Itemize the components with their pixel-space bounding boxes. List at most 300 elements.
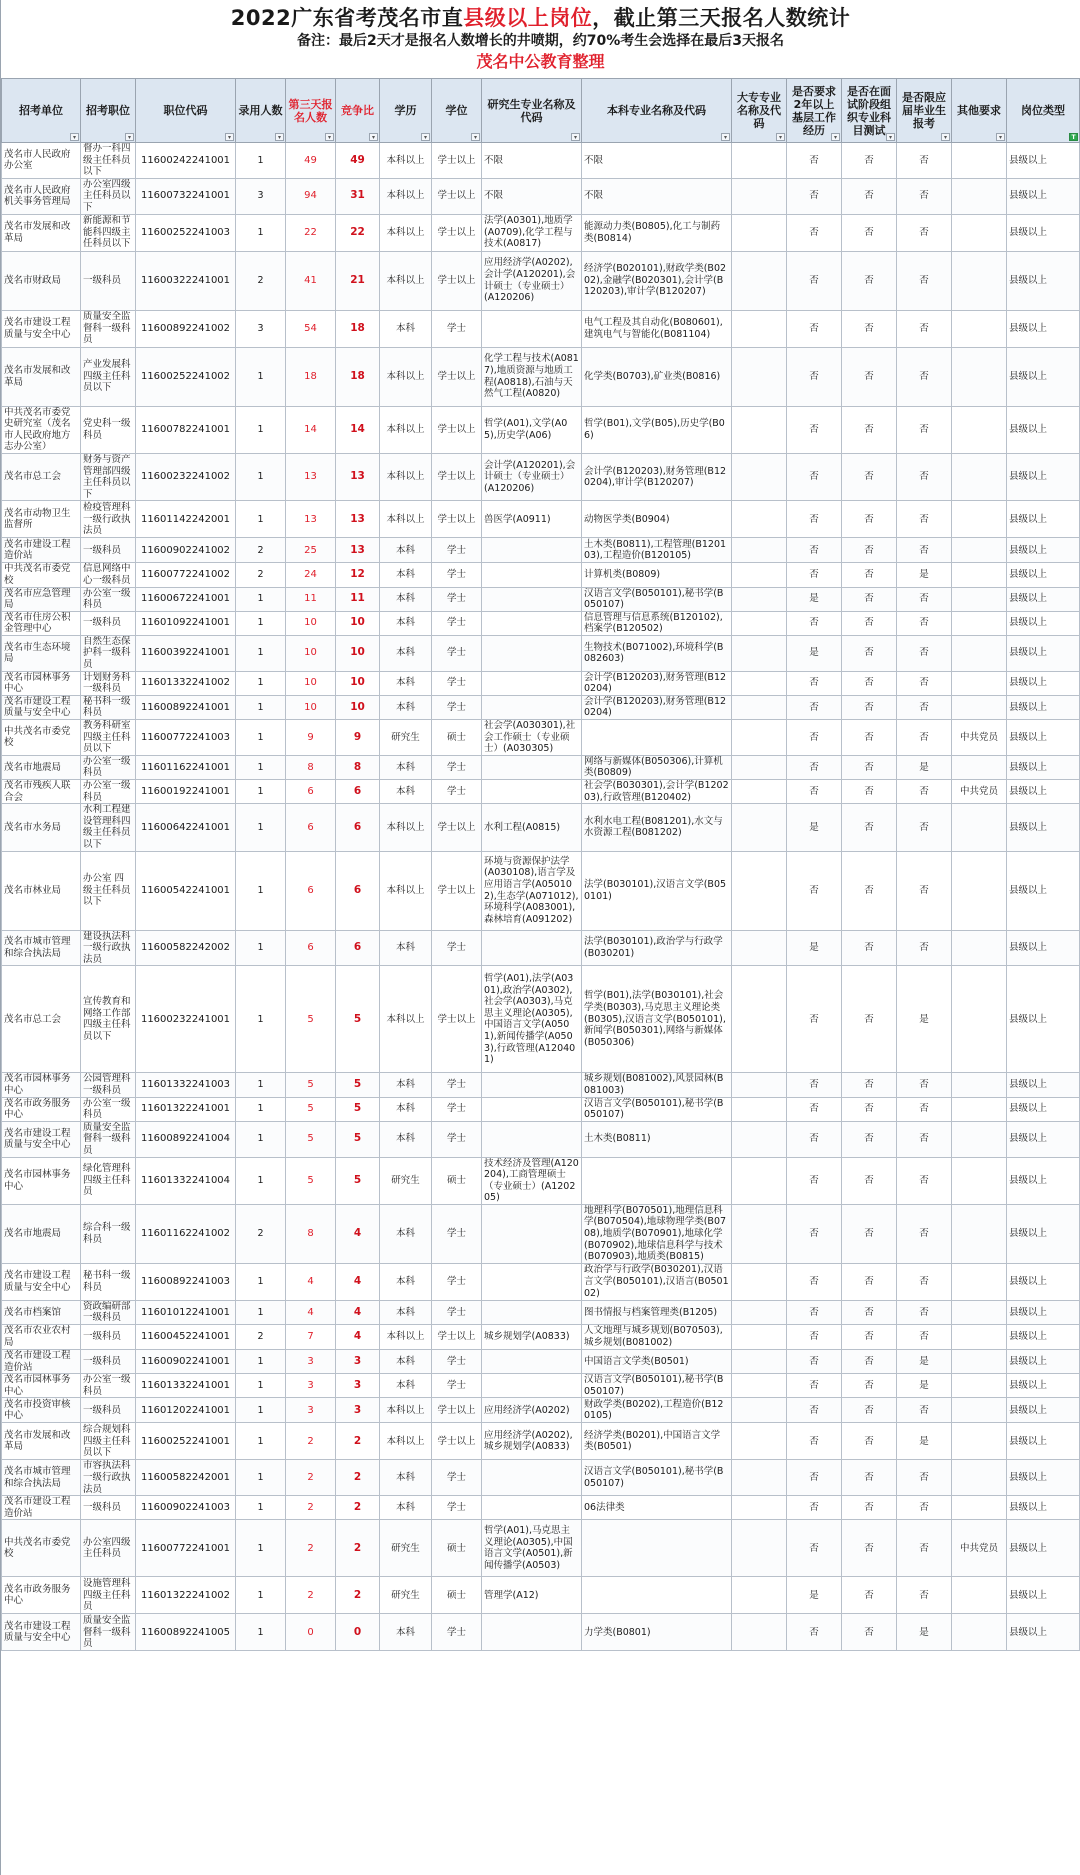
column-header[interactable] — [236, 79, 286, 143]
hire-count-cell[interactable]: 1 — [236, 695, 286, 719]
college-major-cell[interactable] — [732, 804, 787, 851]
position-code-cell[interactable]: 11601332241004 — [136, 1157, 236, 1204]
degree-cell[interactable]: 学士 — [432, 1263, 482, 1300]
post-type-cell[interactable]: 县级以上 — [1007, 1300, 1080, 1324]
degree-cell[interactable]: 学士以上 — [432, 406, 482, 453]
degree-cell[interactable]: 学士以上 — [432, 966, 482, 1073]
college-major-cell[interactable] — [732, 1350, 787, 1374]
grassroots-exp-cell[interactable]: 否 — [787, 347, 842, 406]
grad-major-cell[interactable] — [482, 1097, 582, 1121]
post-type-cell[interactable]: 县级以上 — [1007, 755, 1080, 779]
other-req-cell[interactable] — [952, 1374, 1007, 1398]
table-row[interactable] — [2, 1121, 1080, 1157]
degree-cell[interactable]: 学士 — [432, 1073, 482, 1097]
competition-ratio-cell[interactable]: 4 — [336, 1263, 380, 1300]
education-cell[interactable]: 本科 — [380, 930, 432, 966]
fresh-grad-cell[interactable]: 是 — [897, 1614, 952, 1651]
grad-major-cell[interactable] — [482, 310, 582, 347]
undergrad-major-cell[interactable]: 化学类(B0703),矿业类(B0816) — [582, 347, 732, 406]
grassroots-exp-cell[interactable]: 否 — [787, 563, 842, 587]
filter-dropdown-icon[interactable]: ▾ — [831, 133, 840, 141]
education-cell[interactable]: 本科 — [380, 538, 432, 563]
post-type-cell[interactable]: 县级以上 — [1007, 406, 1080, 453]
education-cell[interactable]: 本科 — [380, 1097, 432, 1121]
degree-cell[interactable]: 学士以上 — [432, 501, 482, 538]
other-req-cell[interactable]: 中共党员 — [952, 720, 1007, 756]
post-type-cell[interactable]: 县级以上 — [1007, 1157, 1080, 1204]
applicants-cell[interactable]: 3 — [286, 1350, 336, 1374]
post-type-cell[interactable]: 县级以上 — [1007, 1097, 1080, 1121]
education-cell[interactable]: 本科 — [380, 1350, 432, 1374]
applicants-cell[interactable]: 4 — [286, 1300, 336, 1324]
degree-cell[interactable]: 学士 — [432, 1097, 482, 1121]
degree-cell[interactable]: 硕士 — [432, 1157, 482, 1204]
unit-cell[interactable]: 茂名市发展和改革局 — [2, 1423, 81, 1460]
competition-ratio-cell[interactable]: 5 — [336, 1097, 380, 1121]
other-req-cell[interactable] — [952, 611, 1007, 635]
applicants-cell[interactable]: 5 — [286, 1097, 336, 1121]
competition-ratio-cell[interactable]: 2 — [336, 1460, 380, 1496]
grassroots-exp-cell[interactable]: 否 — [787, 720, 842, 756]
professional-test-cell[interactable]: 否 — [842, 1300, 897, 1324]
professional-test-cell[interactable]: 否 — [842, 453, 897, 500]
position-code-cell[interactable]: 11600892241002 — [136, 310, 236, 347]
undergrad-major-cell[interactable]: 生物技术(B071002),环境科学(B082603) — [582, 635, 732, 671]
undergrad-major-cell[interactable]: 土木类(B0811) — [582, 1121, 732, 1157]
college-major-cell[interactable] — [732, 1496, 787, 1520]
grad-major-cell[interactable]: 技术经济及管理(A120204),工商管理硕士（专业硕士）(A120205) — [482, 1157, 582, 1204]
education-cell[interactable]: 研究生 — [380, 1577, 432, 1614]
education-cell[interactable]: 本科 — [380, 1263, 432, 1300]
position-cell[interactable]: 一级科员 — [81, 538, 136, 563]
college-major-cell[interactable] — [732, 1460, 787, 1496]
undergrad-major-cell[interactable] — [582, 1520, 732, 1577]
grassroots-exp-cell[interactable]: 是 — [787, 1577, 842, 1614]
position-cell[interactable]: 秘书科一级科员 — [81, 1263, 136, 1300]
degree-cell[interactable]: 学士以上 — [432, 1398, 482, 1423]
college-major-cell[interactable] — [732, 214, 787, 251]
competition-ratio-cell[interactable]: 22 — [336, 214, 380, 251]
undergrad-major-cell[interactable]: 社会学(B030301),会计学(B120203),行政管理(B120402) — [582, 780, 732, 804]
grad-major-cell[interactable] — [482, 755, 582, 779]
post-type-cell[interactable]: 县级以上 — [1007, 1263, 1080, 1300]
post-type-cell[interactable]: 县级以上 — [1007, 501, 1080, 538]
post-type-cell[interactable]: 县级以上 — [1007, 804, 1080, 851]
professional-test-cell[interactable]: 否 — [842, 1325, 897, 1350]
college-major-cell[interactable] — [732, 851, 787, 930]
undergrad-major-cell[interactable]: 信息管理与信息系统(B120102),档案学(B120502) — [582, 611, 732, 635]
fresh-grad-cell[interactable]: 否 — [897, 1263, 952, 1300]
table-row[interactable] — [2, 178, 1080, 214]
grassroots-exp-cell[interactable]: 否 — [787, 1496, 842, 1520]
unit-cell[interactable]: 茂名市林业局 — [2, 851, 81, 930]
unit-cell[interactable]: 中共茂名市委党校 — [2, 563, 81, 587]
grad-major-cell[interactable]: 不限 — [482, 178, 582, 214]
unit-cell[interactable]: 中共茂名市委党校 — [2, 720, 81, 756]
college-major-cell[interactable] — [732, 587, 787, 611]
applicants-cell[interactable]: 8 — [286, 1204, 336, 1263]
hire-count-cell[interactable]: 1 — [236, 930, 286, 966]
position-code-cell[interactable]: 11600232241001 — [136, 966, 236, 1073]
grad-major-cell[interactable]: 城乡规划学(A0833) — [482, 1325, 582, 1350]
unit-cell[interactable]: 茂名市地震局 — [2, 1204, 81, 1263]
grad-major-cell[interactable]: 会计学(A120201),会计硕士（专业硕士）(A120206) — [482, 453, 582, 500]
table-row[interactable] — [2, 695, 1080, 719]
grassroots-exp-cell[interactable]: 否 — [787, 214, 842, 251]
degree-cell[interactable]: 学士以上 — [432, 1423, 482, 1460]
fresh-grad-cell[interactable]: 否 — [897, 143, 952, 179]
professional-test-cell[interactable]: 否 — [842, 1157, 897, 1204]
grad-major-cell[interactable] — [482, 930, 582, 966]
degree-cell[interactable]: 学士 — [432, 695, 482, 719]
unit-cell[interactable]: 茂名市总工会 — [2, 453, 81, 500]
position-cell[interactable]: 一级科员 — [81, 1325, 136, 1350]
applicants-cell[interactable]: 7 — [286, 1325, 336, 1350]
college-major-cell[interactable] — [732, 1263, 787, 1300]
column-header[interactable] — [336, 79, 380, 143]
post-type-cell[interactable]: 县级以上 — [1007, 720, 1080, 756]
unit-cell[interactable]: 茂名市档案馆 — [2, 1300, 81, 1324]
grassroots-exp-cell[interactable]: 否 — [787, 611, 842, 635]
table-row[interactable] — [2, 1157, 1080, 1204]
fresh-grad-cell[interactable]: 否 — [897, 347, 952, 406]
filter-dropdown-icon[interactable]: ▾ — [886, 133, 895, 141]
competition-ratio-cell[interactable]: 5 — [336, 966, 380, 1073]
college-major-cell[interactable] — [732, 1614, 787, 1651]
table-row[interactable] — [2, 587, 1080, 611]
post-type-cell[interactable]: 县级以上 — [1007, 966, 1080, 1073]
competition-ratio-cell[interactable]: 3 — [336, 1398, 380, 1423]
position-code-cell[interactable]: 11600232241002 — [136, 453, 236, 500]
professional-test-cell[interactable]: 否 — [842, 1460, 897, 1496]
fresh-grad-cell[interactable]: 否 — [897, 1325, 952, 1350]
college-major-cell[interactable] — [732, 1073, 787, 1097]
post-type-cell[interactable]: 县级以上 — [1007, 178, 1080, 214]
degree-cell[interactable]: 硕士 — [432, 720, 482, 756]
professional-test-cell[interactable]: 否 — [842, 1496, 897, 1520]
grassroots-exp-cell[interactable]: 否 — [787, 310, 842, 347]
unit-cell[interactable]: 茂名市城市管理和综合执法局 — [2, 1460, 81, 1496]
applicants-cell[interactable]: 10 — [286, 635, 336, 671]
position-cell[interactable]: 新能源和节能科四级主任科员以下 — [81, 214, 136, 251]
grassroots-exp-cell[interactable]: 是 — [787, 587, 842, 611]
table-row[interactable] — [2, 501, 1080, 538]
fresh-grad-cell[interactable]: 是 — [897, 1374, 952, 1398]
column-header[interactable] — [1007, 79, 1080, 143]
position-code-cell[interactable]: 11600892241005 — [136, 1614, 236, 1651]
unit-cell[interactable]: 茂名市城市管理和综合执法局 — [2, 930, 81, 966]
grad-major-cell[interactable]: 环境与资源保护法学(A030108),语言学及应用语言学(A050102),生态学(A071012),环境科学(A083001),森林培育(A091202) — [482, 851, 582, 930]
hire-count-cell[interactable]: 2 — [236, 251, 286, 310]
filter-dropdown-icon[interactable]: ▾ — [721, 133, 730, 141]
other-req-cell[interactable] — [952, 563, 1007, 587]
grassroots-exp-cell[interactable]: 否 — [787, 1325, 842, 1350]
other-req-cell[interactable] — [952, 501, 1007, 538]
position-cell[interactable]: 办公室四级主任科员 — [81, 1520, 136, 1577]
grad-major-cell[interactable] — [482, 1073, 582, 1097]
education-cell[interactable]: 本科 — [380, 671, 432, 695]
grassroots-exp-cell[interactable]: 否 — [787, 1520, 842, 1577]
position-code-cell[interactable]: 11601322241002 — [136, 1577, 236, 1614]
fresh-grad-cell[interactable]: 否 — [897, 720, 952, 756]
table-row[interactable] — [2, 1350, 1080, 1374]
degree-cell[interactable]: 学士 — [432, 1496, 482, 1520]
hire-count-cell[interactable]: 1 — [236, 1157, 286, 1204]
applicants-cell[interactable]: 3 — [286, 1374, 336, 1398]
grad-major-cell[interactable] — [482, 1374, 582, 1398]
education-cell[interactable]: 本科 — [380, 1614, 432, 1651]
grassroots-exp-cell[interactable]: 否 — [787, 1300, 842, 1324]
grassroots-exp-cell[interactable]: 否 — [787, 755, 842, 779]
applicants-cell[interactable]: 41 — [286, 251, 336, 310]
professional-test-cell[interactable]: 否 — [842, 587, 897, 611]
undergrad-major-cell[interactable]: 会计学(B120203),财务管理(B120204) — [582, 671, 732, 695]
post-type-cell[interactable]: 县级以上 — [1007, 695, 1080, 719]
professional-test-cell[interactable]: 否 — [842, 1350, 897, 1374]
college-major-cell[interactable] — [732, 178, 787, 214]
applicants-cell[interactable]: 10 — [286, 671, 336, 695]
college-major-cell[interactable] — [732, 780, 787, 804]
table-row[interactable] — [2, 563, 1080, 587]
unit-cell[interactable]: 茂名市建设工程质量与安全中心 — [2, 1263, 81, 1300]
other-req-cell[interactable] — [952, 1577, 1007, 1614]
table-row[interactable] — [2, 347, 1080, 406]
unit-cell[interactable]: 茂名市园林事务中心 — [2, 1157, 81, 1204]
professional-test-cell[interactable]: 否 — [842, 1577, 897, 1614]
competition-ratio-cell[interactable]: 21 — [336, 251, 380, 310]
applicants-cell[interactable]: 10 — [286, 695, 336, 719]
fresh-grad-cell[interactable]: 是 — [897, 563, 952, 587]
professional-test-cell[interactable]: 否 — [842, 143, 897, 179]
table-row[interactable] — [2, 930, 1080, 966]
post-type-cell[interactable]: 县级以上 — [1007, 453, 1080, 500]
position-code-cell[interactable]: 11601092241001 — [136, 611, 236, 635]
other-req-cell[interactable] — [952, 930, 1007, 966]
position-cell[interactable]: 水利工程建设管理科四级主任科员以下 — [81, 804, 136, 851]
applicants-cell[interactable]: 2 — [286, 1460, 336, 1496]
fresh-grad-cell[interactable]: 否 — [897, 1496, 952, 1520]
degree-cell[interactable]: 学士 — [432, 930, 482, 966]
education-cell[interactable]: 本科以上 — [380, 406, 432, 453]
grad-major-cell[interactable] — [482, 780, 582, 804]
other-req-cell[interactable] — [952, 347, 1007, 406]
grad-major-cell[interactable]: 化学工程与技术(A0817),地质资源与地质工程(A0818),石油与天然气工程(A0820) — [482, 347, 582, 406]
position-code-cell[interactable]: 11601322241001 — [136, 1097, 236, 1121]
position-code-cell[interactable]: 11601162241001 — [136, 755, 236, 779]
applicants-cell[interactable]: 5 — [286, 1121, 336, 1157]
unit-cell[interactable]: 茂名市农业农村局 — [2, 1325, 81, 1350]
position-cell[interactable]: 设施管理科四级主任科员 — [81, 1577, 136, 1614]
unit-cell[interactable]: 茂名市地震局 — [2, 755, 81, 779]
position-code-cell[interactable]: 11600642241001 — [136, 804, 236, 851]
unit-cell[interactable]: 中共茂名市委党校 — [2, 1520, 81, 1577]
post-type-cell[interactable]: 县级以上 — [1007, 851, 1080, 930]
fresh-grad-cell[interactable]: 否 — [897, 1204, 952, 1263]
college-major-cell[interactable] — [732, 611, 787, 635]
unit-cell[interactable]: 茂名市投资审核中心 — [2, 1398, 81, 1423]
fresh-grad-cell[interactable]: 否 — [897, 780, 952, 804]
hire-count-cell[interactable]: 2 — [236, 1325, 286, 1350]
grassroots-exp-cell[interactable]: 否 — [787, 1423, 842, 1460]
professional-test-cell[interactable]: 否 — [842, 930, 897, 966]
grad-major-cell[interactable]: 社会学(A030301),社会工作硕士（专业硕士）(A030305) — [482, 720, 582, 756]
fresh-grad-cell[interactable]: 否 — [897, 1460, 952, 1496]
unit-cell[interactable]: 茂名市建设工程质量与安全中心 — [2, 695, 81, 719]
degree-cell[interactable]: 学士 — [432, 1121, 482, 1157]
competition-ratio-cell[interactable]: 5 — [336, 1073, 380, 1097]
applicants-cell[interactable]: 13 — [286, 453, 336, 500]
college-major-cell[interactable] — [732, 1520, 787, 1577]
competition-ratio-cell[interactable]: 4 — [336, 1204, 380, 1263]
hire-count-cell[interactable]: 1 — [236, 1496, 286, 1520]
hire-count-cell[interactable]: 1 — [236, 453, 286, 500]
undergrad-major-cell[interactable]: 力学类(B0801) — [582, 1614, 732, 1651]
grad-major-cell[interactable] — [482, 695, 582, 719]
college-major-cell[interactable] — [732, 1374, 787, 1398]
education-cell[interactable]: 本科 — [380, 563, 432, 587]
competition-ratio-cell[interactable]: 12 — [336, 563, 380, 587]
college-major-cell[interactable] — [732, 251, 787, 310]
hire-count-cell[interactable]: 1 — [236, 966, 286, 1073]
hire-count-cell[interactable]: 2 — [236, 538, 286, 563]
applicants-cell[interactable]: 2 — [286, 1577, 336, 1614]
college-major-cell[interactable] — [732, 563, 787, 587]
degree-cell[interactable]: 学士以上 — [432, 851, 482, 930]
competition-ratio-cell[interactable]: 5 — [336, 1121, 380, 1157]
undergrad-major-cell[interactable]: 法学(B030101),政治学与行政学(B030201) — [582, 930, 732, 966]
education-cell[interactable]: 本科以上 — [380, 1423, 432, 1460]
table-row[interactable] — [2, 851, 1080, 930]
position-cell[interactable]: 综合科一级科员 — [81, 1204, 136, 1263]
table-row[interactable] — [2, 1577, 1080, 1614]
position-code-cell[interactable]: 11600892241001 — [136, 695, 236, 719]
position-code-cell[interactable]: 11601012241001 — [136, 1300, 236, 1324]
education-cell[interactable]: 本科 — [380, 755, 432, 779]
position-code-cell[interactable]: 11600732241001 — [136, 178, 236, 214]
professional-test-cell[interactable]: 否 — [842, 804, 897, 851]
competition-ratio-cell[interactable]: 4 — [336, 1325, 380, 1350]
applicants-cell[interactable]: 22 — [286, 214, 336, 251]
applicants-cell[interactable]: 10 — [286, 611, 336, 635]
college-major-cell[interactable] — [732, 635, 787, 671]
applicants-cell[interactable]: 24 — [286, 563, 336, 587]
column-header[interactable] — [482, 79, 582, 143]
grassroots-exp-cell[interactable]: 否 — [787, 671, 842, 695]
education-cell[interactable]: 本科 — [380, 587, 432, 611]
position-code-cell[interactable]: 11600902241001 — [136, 1350, 236, 1374]
grad-major-cell[interactable] — [482, 1121, 582, 1157]
fresh-grad-cell[interactable]: 否 — [897, 178, 952, 214]
undergrad-major-cell[interactable]: 政治学与行政学(B030201),汉语言文学(B050101),汉语言(B050102) — [582, 1263, 732, 1300]
grad-major-cell[interactable] — [482, 538, 582, 563]
undergrad-major-cell[interactable]: 汉语言文学(B050101),秘书学(B050107) — [582, 1460, 732, 1496]
professional-test-cell[interactable]: 否 — [842, 635, 897, 671]
column-header[interactable] — [897, 79, 952, 143]
unit-cell[interactable]: 茂名市动物卫生监督所 — [2, 501, 81, 538]
table-row[interactable] — [2, 671, 1080, 695]
other-req-cell[interactable] — [952, 178, 1007, 214]
applicants-cell[interactable]: 49 — [286, 143, 336, 179]
undergrad-major-cell[interactable]: 哲学(B01),法学(B030101),社会学类(B0303),马克思主义理论类(B0305),汉语言文学(B050101),新闻学(B050301),网络与新媒体(B050306) — [582, 966, 732, 1073]
college-major-cell[interactable] — [732, 720, 787, 756]
grassroots-exp-cell[interactable]: 否 — [787, 1073, 842, 1097]
column-header[interactable] — [842, 79, 897, 143]
position-code-cell[interactable]: 11600322241001 — [136, 251, 236, 310]
grad-major-cell[interactable] — [482, 1350, 582, 1374]
position-code-cell[interactable]: 11600252241002 — [136, 347, 236, 406]
filter-dropdown-icon[interactable]: ▾ — [421, 133, 430, 141]
college-major-cell[interactable] — [732, 966, 787, 1073]
education-cell[interactable]: 本科 — [380, 611, 432, 635]
position-code-cell[interactable]: 11600392241001 — [136, 635, 236, 671]
degree-cell[interactable]: 学士 — [432, 1300, 482, 1324]
professional-test-cell[interactable]: 否 — [842, 966, 897, 1073]
degree-cell[interactable]: 学士 — [432, 780, 482, 804]
undergrad-major-cell[interactable]: 财政学类(B0202),工程造价(B120105) — [582, 1398, 732, 1423]
applicants-cell[interactable]: 3 — [286, 1398, 336, 1423]
degree-cell[interactable]: 学士以上 — [432, 178, 482, 214]
position-cell[interactable]: 一级科员 — [81, 1398, 136, 1423]
degree-cell[interactable]: 学士以上 — [432, 143, 482, 179]
education-cell[interactable]: 本科以上 — [380, 453, 432, 500]
college-major-cell[interactable] — [732, 755, 787, 779]
degree-cell[interactable]: 学士以上 — [432, 251, 482, 310]
filter-dropdown-icon[interactable]: ▾ — [369, 133, 378, 141]
professional-test-cell[interactable]: 否 — [842, 720, 897, 756]
other-req-cell[interactable] — [952, 1263, 1007, 1300]
undergrad-major-cell[interactable]: 汉语言文学(B050101),秘书学(B050107) — [582, 1097, 732, 1121]
undergrad-major-cell[interactable]: 能源动力类(B0805),化工与制药类(B0814) — [582, 214, 732, 251]
position-cell[interactable]: 检疫管理科一级行政执法员 — [81, 501, 136, 538]
position-cell[interactable]: 产业发展科四级主任科员以下 — [81, 347, 136, 406]
position-cell[interactable]: 办公室一级科员 — [81, 1097, 136, 1121]
professional-test-cell[interactable]: 否 — [842, 1398, 897, 1423]
table-row[interactable] — [2, 635, 1080, 671]
professional-test-cell[interactable]: 否 — [842, 611, 897, 635]
hire-count-cell[interactable]: 1 — [236, 1520, 286, 1577]
position-cell[interactable]: 办公室四级主任科员以下 — [81, 178, 136, 214]
professional-test-cell[interactable]: 否 — [842, 1423, 897, 1460]
college-major-cell[interactable] — [732, 671, 787, 695]
position-cell[interactable]: 资政编研部一级科员 — [81, 1300, 136, 1324]
undergrad-major-cell[interactable]: 水利水电工程(B081201),水文与水资源工程(B081202) — [582, 804, 732, 851]
other-req-cell[interactable] — [952, 1097, 1007, 1121]
degree-cell[interactable]: 学士 — [432, 587, 482, 611]
position-cell[interactable]: 市容执法科一级行政执法员 — [81, 1460, 136, 1496]
unit-cell[interactable]: 茂名市园林事务中心 — [2, 671, 81, 695]
other-req-cell[interactable] — [952, 251, 1007, 310]
education-cell[interactable]: 本科以上 — [380, 1398, 432, 1423]
college-major-cell[interactable] — [732, 310, 787, 347]
column-header[interactable] — [286, 79, 336, 143]
applicants-cell[interactable]: 6 — [286, 780, 336, 804]
position-code-cell[interactable]: 11600542241001 — [136, 851, 236, 930]
position-cell[interactable]: 办公室一级科员 — [81, 780, 136, 804]
position-code-cell[interactable]: 11600192241001 — [136, 780, 236, 804]
professional-test-cell[interactable]: 否 — [842, 1204, 897, 1263]
grassroots-exp-cell[interactable]: 否 — [787, 1097, 842, 1121]
table-row[interactable] — [2, 780, 1080, 804]
professional-test-cell[interactable]: 否 — [842, 347, 897, 406]
grassroots-exp-cell[interactable]: 否 — [787, 1614, 842, 1651]
post-type-cell[interactable]: 县级以上 — [1007, 635, 1080, 671]
grassroots-exp-cell[interactable]: 否 — [787, 538, 842, 563]
table-row[interactable] — [2, 453, 1080, 500]
competition-ratio-cell[interactable]: 14 — [336, 406, 380, 453]
post-type-cell[interactable]: 县级以上 — [1007, 538, 1080, 563]
competition-ratio-cell[interactable]: 10 — [336, 611, 380, 635]
undergrad-major-cell[interactable]: 汉语言文学(B050101),秘书学(B050107) — [582, 1374, 732, 1398]
